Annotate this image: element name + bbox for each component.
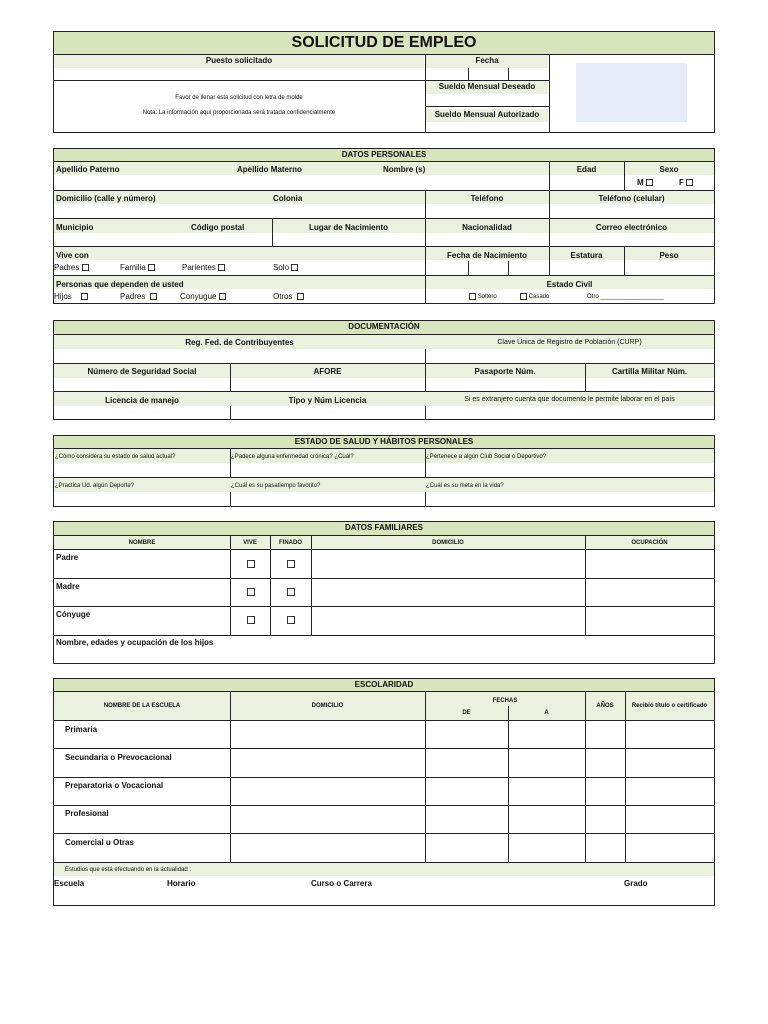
vive-solo-option[interactable]: Solo [273, 262, 298, 273]
afore-label: AFORE [313, 367, 342, 376]
dependen-otros-option[interactable]: Otros [273, 291, 304, 302]
dependen-padres-option[interactable]: Padres [120, 291, 157, 302]
vive-padres-checkbox[interactable] [82, 264, 89, 271]
sexo-f-option[interactable]: F [679, 177, 693, 188]
peso-label: Peso [659, 251, 679, 260]
esc-escuela-label: Escuela [54, 879, 85, 888]
dependen-hijos-checkbox[interactable] [81, 293, 88, 300]
esc-curso-label: Curso o Carrera [311, 879, 372, 888]
tipo-licencia-label: Tipo y Núm Licencia [288, 396, 367, 405]
esc-col-titulo: Recibió título o certificado [631, 703, 708, 709]
pasaporte-label: Pasaporte Núm. [474, 367, 536, 376]
salud-q3: ¿Pertenece a algún Club Social o Deportivo? [426, 454, 547, 460]
dependen-padres-checkbox[interactable] [150, 293, 157, 300]
civil-casado-option[interactable]: Casado [520, 293, 549, 302]
vive-padres-option[interactable]: Padres [54, 262, 89, 273]
correo-label: Correo electrónico [595, 223, 668, 232]
esc-row-profesional: Profesional [65, 809, 109, 818]
datos-personales-title: DATOS PERSONALES [54, 149, 714, 161]
esc-col-domicilio: DOMICILIO [311, 703, 344, 709]
esc-row-primaria: Primaria [65, 725, 98, 734]
dependen-conyugue-option[interactable]: Conyugue [180, 291, 226, 302]
familiares-title: DATOS FAMILIARES [54, 522, 714, 535]
esc-col-a: A [544, 710, 549, 716]
fam-row-padre: Padre [56, 553, 79, 562]
licencia-label: Licencia de manejo [105, 396, 179, 405]
esc-col-de: DE [462, 710, 471, 716]
form-title: SOLICITUD DE EMPLEO [53, 31, 715, 55]
sexo-m-checkbox[interactable] [646, 179, 653, 186]
salud-q5: ¿Cuál es su pasatiempo favorito? [231, 483, 321, 489]
esc-row-secundaria: Secundaria o Prevocacional [65, 753, 172, 762]
colonia-label: Colonia [273, 194, 303, 203]
esc-col-fechas: FECHAS [492, 698, 518, 704]
domicilio-label: Domicilio (calle y número) [56, 194, 156, 203]
esc-row-preparatoria: Preparatoria o Vocacional [65, 781, 164, 790]
fam-row-madre: Madre [56, 582, 80, 591]
sueldo-deseado-label: Sueldo Mensual Deseado [426, 81, 548, 94]
telefono-cel-label: Teléfono (celular) [598, 194, 665, 203]
vive-con-label: Vive con [56, 251, 89, 260]
esc-actual-label: Estudios que está efectuando en la actualidad : [65, 867, 192, 873]
esc-col-anos: AÑOS [596, 703, 614, 709]
madre-vive-checkbox[interactable] [247, 588, 255, 596]
padre-finado-checkbox[interactable] [287, 560, 295, 568]
civil-otro-field[interactable]: Otro ___________________ [587, 294, 664, 300]
conyuge-vive-checkbox[interactable] [247, 616, 255, 624]
vive-familia-checkbox[interactable] [148, 264, 155, 271]
vive-solo-checkbox[interactable] [291, 264, 298, 271]
fam-col-domicilio: DOMICILIO [432, 540, 464, 546]
fecha-label: Fecha [426, 55, 548, 68]
esc-grado-label: Grado [624, 879, 648, 888]
salud-q4: ¿Practica Ud. algún Deporte? [55, 483, 135, 489]
vive-parientes-checkbox[interactable] [218, 264, 225, 271]
esc-row-comercial: Comercial u Otras [65, 838, 134, 847]
documentacion-title: DOCUMENTACIÓN [54, 321, 714, 334]
escolaridad-title: ESCOLARIDAD [54, 679, 714, 691]
sexo-m-option[interactable]: M [637, 177, 653, 188]
estatura-label: Estatura [570, 251, 603, 260]
confidential-note: Nota: La información aquí proporcionada será tratada confidencialmente [142, 110, 336, 116]
apellido-paterno-label: Apellido Paterno [56, 165, 120, 174]
dependen-conyugue-checkbox[interactable] [219, 293, 226, 300]
apellido-materno-label: Apellido Materno [237, 165, 302, 174]
fecha-nac-label: Fecha de Nacimiento [446, 251, 528, 260]
fam-hijos-label: Nombre, edades y ocupación de los hijos [56, 638, 214, 647]
cartilla-label: Cartilla Militar Núm. [611, 367, 688, 376]
codigo-postal-label: Código postal [191, 223, 245, 232]
salud-title: ESTADO DE SALUD Y HÁBITOS PERSONALES [54, 436, 714, 448]
fam-col-vive: VIVE [243, 540, 257, 546]
rfc-label: Reg. Fed. de Contribuyentes [185, 338, 294, 347]
dependen-label: Personas que dependen de usted [56, 280, 184, 289]
esc-horario-label: Horario [167, 879, 196, 888]
vive-familia-option[interactable]: Familia [120, 262, 155, 273]
esc-col-escuela: NOMBRE DE LA ESCUELA [103, 703, 181, 709]
dependen-hijos-option[interactable]: Hijos [54, 291, 88, 302]
sexo-label: Sexo [659, 165, 679, 174]
civil-soltero-checkbox[interactable] [469, 293, 476, 300]
sueldo-autorizado-label: Sueldo Mensual Autorizado [426, 109, 548, 122]
salud-q6: ¿Cuál es su meta en la vida? [426, 483, 504, 489]
fam-col-finado: FINADO [279, 540, 302, 546]
curp-label: Clave Única de Registro de Población (CURP) [497, 339, 642, 346]
nacionalidad-label: Nacionalidad [462, 223, 512, 232]
telefono-label: Teléfono [470, 194, 504, 203]
estado-civil-label: Estado Civil [546, 280, 593, 289]
instruction-text: Favor de llenar esta solicitud con letra de molde [175, 95, 303, 101]
lugar-nac-label: Lugar de Nacimiento [308, 223, 389, 232]
puesto-label: Puesto solicitado [54, 55, 424, 68]
salud-q2: ¿Padece alguna enfermedad crónica? ¿Cuál? [231, 454, 354, 460]
nombre-label: Nombre (s) [383, 165, 426, 174]
municipio-label: Municipio [56, 223, 94, 232]
dependen-otros-checkbox[interactable] [297, 293, 304, 300]
madre-finado-checkbox[interactable] [287, 588, 295, 596]
sexo-f-checkbox[interactable] [686, 179, 693, 186]
puesto-field[interactable] [54, 68, 424, 80]
fam-row-conyuge: Cónyuge [56, 610, 91, 619]
civil-soltero-option[interactable]: Soltero [469, 293, 497, 302]
extranjero-label: Si es extranjero cuenta que documento le permite laborar en el país [464, 396, 675, 403]
civil-casado-checkbox[interactable] [520, 293, 527, 300]
padre-vive-checkbox[interactable] [247, 560, 255, 568]
salud-q1: ¿Cómo considera su estado de salud actual? [55, 454, 176, 460]
fam-col-nombre: NOMBRE [128, 540, 156, 546]
conyuge-finado-checkbox[interactable] [287, 616, 295, 624]
edad-label: Edad [576, 165, 597, 174]
vive-parientes-option[interactable]: Parientes [182, 262, 225, 273]
nss-label: Número de Seguridad Social [87, 367, 197, 376]
photo-box [576, 63, 687, 122]
fam-col-ocupacion: OCUPACIÓN [631, 540, 668, 546]
